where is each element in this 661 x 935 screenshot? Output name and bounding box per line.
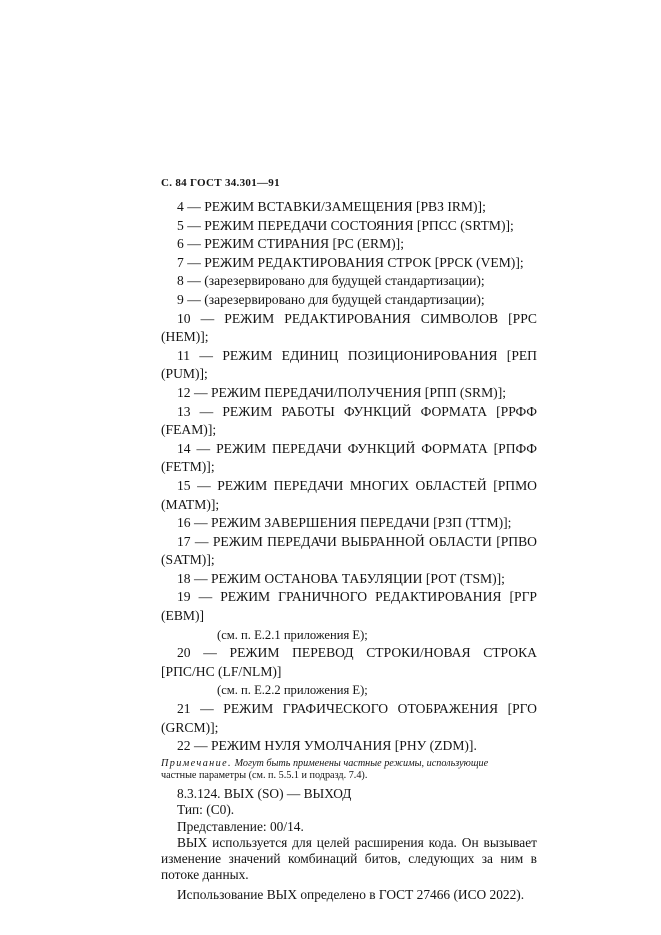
note — [161, 758, 537, 770]
list-item-16: 16 — РЕЖИМ ЗАВЕРШЕНИЯ ПЕРЕДАЧИ [РЗП (TTM)]; — [177, 515, 512, 531]
list-item-10-first: 10 — РЕЖИМ РЕДАКТИРОВАНИЯ СИМВОЛОВ [РРС — [177, 310, 537, 326]
list-item-15-first: 15 — РЕЖИМ ПЕРЕДАЧИ МНОГИХ ОБЛАСТЕЙ [РПМО — [177, 477, 537, 493]
list-item-20-first: 20 — РЕЖИМ ПЕРЕВОД СТРОКИ/НОВАЯ СТРОКА — [177, 645, 537, 661]
list-item-21-first: 21 — РЕЖИМ ГРАФИЧЕСКОГО ОТОБРАЖЕНИЯ [РГО — [177, 701, 537, 717]
list-item-19-ref: (см. п. Е.2.1 приложения Е); — [217, 627, 368, 642]
list-item: 4 — РЕЖИМ ВСТАВКИ/ЗАМЕЩЕНИЯ [РВЗ IRM)]; — [177, 199, 486, 214]
page-header: С. 84 ГОСТ 34.301—91 — [161, 177, 280, 189]
section-type: Тип: (С0). — [177, 802, 235, 818]
list-item-14-second: (FETM)]; — [161, 459, 215, 475]
list-item-11-second: (PUM)]; — [161, 366, 208, 382]
list-item-14-first: 14 — РЕЖИМ ПЕРЕДАЧИ ФУНКЦИЙ ФОРМАТА [РПФФ — [177, 440, 537, 456]
list-item-18: 18 — РЕЖИМ ОСТАНОВА ТАБУЛЯЦИИ [РОТ (TSM)]; — [177, 570, 505, 586]
list-item-19-second: (EBM)] — [161, 608, 205, 624]
section-title: 8.3.124. ВЫХ (SO) — ВЫХОД — [177, 785, 352, 801]
section-usage: Использование ВЫХ определено в ГОСТ 27466 (ИСО 2022). — [177, 887, 525, 903]
list-item: 8 — (зарезервировано для будущей стандартизации); — [177, 273, 485, 289]
list-item-11-first: 11 — РЕЖИМ ЕДИНИЦ ПОЗИЦИОНИРОВАНИЯ [РЕП — [177, 347, 537, 363]
list-item-19-first: 19 — РЕЖИМ ГРАНИЧНОГО РЕДАКТИРОВАНИЯ [РГР — [177, 589, 537, 605]
list-item-12: 12 — РЕЖИМ ПЕРЕДАЧИ/ПОЛУЧЕНИЯ [РПП (SRM)]; — [177, 384, 506, 400]
note-text: Могут быть применены частные режимы, использующие — [234, 757, 489, 769]
document-body — [161, 198, 537, 903]
list-item-20-ref: (см. п. Е.2.2 приложения Е); — [217, 683, 368, 698]
list-item-10-second: (HEM)]; — [161, 329, 209, 345]
list-item-20-second: [РПС/НС (LF/NLM)] — [161, 663, 282, 679]
section-description: ВЫХ используется для целей расширения кода. Он вызывает изменение значений комбинаций битов, следующих за ним в потоке данных. — [161, 835, 537, 883]
note-label: Примечание. — [161, 757, 233, 769]
list-item: 9 — (зарезервировано для будущей стандартизации); — [177, 291, 485, 307]
section-representation: Представление: 00/14. — [177, 818, 304, 834]
list-item-15-second: (MATM)]; — [161, 496, 220, 512]
list-item: 5 — РЕЖИМ ПЕРЕДАЧИ СОСТОЯНИЯ [РПСС (SRTM)]; — [177, 217, 514, 233]
list-item-17-first: 17 — РЕЖИМ ПЕРЕДАЧИ ВЫБРАННОЙ ОБЛАСТИ [РПВО — [177, 533, 537, 549]
list-item-13-second: (FEAM)]; — [161, 422, 217, 438]
list-item-21-second: (GRCM)]; — [161, 719, 219, 735]
list-item: 7 — РЕЖИМ РЕДАКТИРОВАНИЯ СТРОК [РРСК (VEM)]; — [177, 254, 524, 270]
note-line2: частные параметры (см. п. 5.5.1 и подразд. 7.4). — [161, 769, 368, 781]
list-item-13-first: 13 — РЕЖИМ РАБОТЫ ФУНКЦИЙ ФОРМАТА [РРФФ — [177, 403, 537, 419]
list-item-22: 22 — РЕЖИМ НУЛЯ УМОЛЧАНИЯ [РНУ (ZDM)]. — [177, 738, 477, 754]
list-item: 6 — РЕЖИМ СТИРАНИЯ [РС (ERM)]; — [177, 236, 404, 252]
list-item-17-second: (SATM)]; — [161, 552, 215, 568]
